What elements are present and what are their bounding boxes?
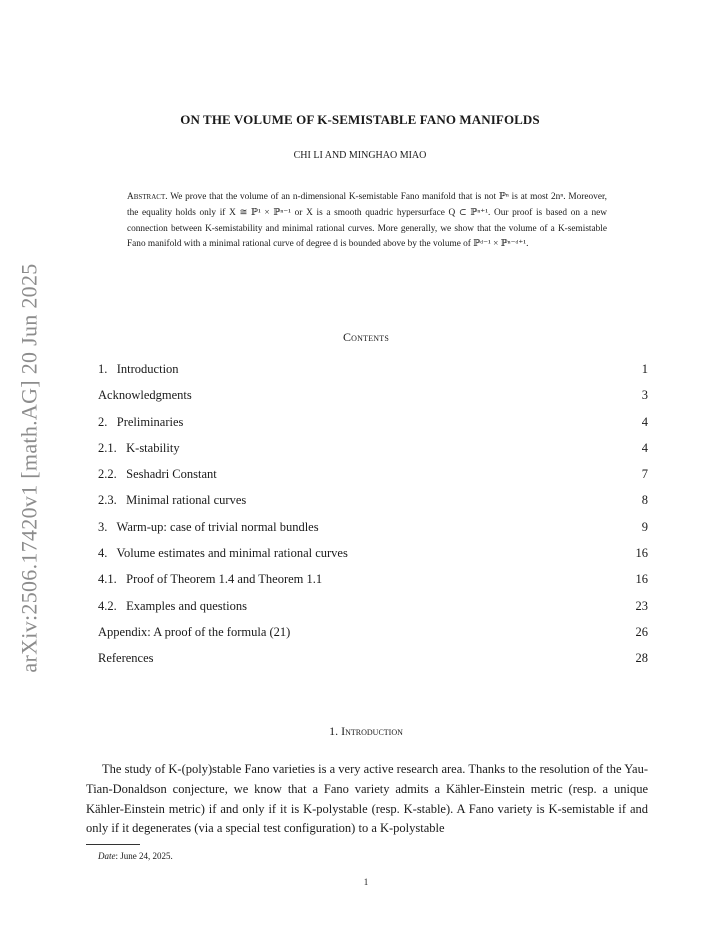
- paper-authors: CHI LI AND MINGHAO MIAO: [293, 150, 427, 161]
- footnote-label: Date: [98, 851, 116, 861]
- toc-entry-page: 4: [641, 414, 648, 429]
- toc-entry-page: 26: [635, 624, 648, 639]
- toc-entry-page: 1: [641, 362, 648, 376]
- intro-paragraph: The study of K-(poly)stable Fano varieties is a very active research area. Thanks to the resolution of the Yau-Tian-Donaldson conjecture, we know that a Fano variety admits a Kähler-Einstein metric (resp. a unique Kähler-Einstein metric) if and only if it is K-polystable (resp. K-stable). A Fano variety is K-semistable if and only if it degenerates (via a special test configuration) to a K-polystable: [86, 762, 648, 836]
- toc-entry-page: 7: [641, 467, 648, 482]
- toc-entry-label: 1. Introduction: [98, 362, 179, 376]
- abstract: [127, 190, 607, 253]
- arxiv-identifier-stamp: [8, 248, 52, 688]
- toc-entry[interactable]: [98, 362, 648, 388]
- toc-entry[interactable]: [98, 572, 648, 598]
- toc-entry[interactable]: [98, 520, 648, 546]
- toc-entry-label: 2.1. K-stability: [98, 440, 180, 455]
- section-title: Introduction: [341, 724, 403, 738]
- toc-entry[interactable]: [98, 467, 648, 493]
- toc-entry[interactable]: [98, 415, 648, 441]
- toc-entry-label: 2.2. Seshadri Constant: [98, 467, 217, 482]
- toc-entry-page: 8: [641, 493, 648, 508]
- toc-entry[interactable]: [98, 625, 648, 651]
- toc-entry-label: Appendix: A proof of the formula (21): [98, 624, 291, 639]
- toc-entry-page: 3: [641, 388, 648, 403]
- section-heading-introduction: [0, 724, 720, 739]
- paper-title: ON THE VOLUME OF K-SEMISTABLE FANO MANIFOLDS: [180, 112, 540, 127]
- toc-entry-page: 4: [641, 440, 648, 455]
- toc-entry-page: 23: [635, 598, 648, 613]
- toc-entry[interactable]: [98, 493, 648, 519]
- abstract-label: Abstract.: [127, 192, 168, 202]
- table-of-contents: [98, 362, 648, 678]
- abstract-text: We prove that the volume of an n-dimensional K-semistable Fano manifold that is not ℙⁿ is at most 2nⁿ. Moreover, the equality holds only if X ≅ ℙ¹ × ℙⁿ⁻¹ or X is a smooth quadric hypersurface Q ⊂ ℙⁿ⁺¹. Our proof is based on a new connection between K-semistability and minimal rational curves. More generally, we show that the volume of a K-semistable Fano manifold with a minimal rational curve of degree d is bounded above by the volume of ℙᵈ⁻¹ × ℙⁿ⁻ᵈ⁺¹.: [127, 192, 607, 250]
- toc-entry-page: 28: [635, 651, 648, 666]
- toc-entry[interactable]: [98, 651, 648, 677]
- toc-entry-label: Acknowledgments: [98, 388, 192, 403]
- toc-entry-page: 16: [635, 546, 648, 561]
- toc-entry-label: 4. Volume estimates and minimal rational curves: [98, 546, 348, 561]
- contents-heading: Contents: [342, 330, 390, 344]
- toc-entry-label: 2. Preliminaries: [98, 414, 184, 429]
- toc-entry[interactable]: [98, 441, 648, 467]
- toc-entry[interactable]: [98, 388, 648, 414]
- toc-entry-label: 2.3. Minimal rational curves: [98, 493, 247, 508]
- toc-entry[interactable]: [98, 599, 648, 625]
- toc-entry-label: 3. Warm-up: case of trivial normal bundles: [98, 519, 319, 534]
- toc-entry[interactable]: [98, 546, 648, 572]
- arxiv-identifier-text: arXiv:2506.17420v1 [math.AG] 20 Jun 2025: [17, 263, 42, 673]
- toc-entry-page: 9: [641, 519, 648, 534]
- section-number: 1.: [329, 724, 339, 738]
- footnote-date: [98, 851, 173, 861]
- footnote-rule: [86, 844, 140, 845]
- toc-entry-label: References: [98, 651, 154, 666]
- toc-entry-label: 4.1. Proof of Theorem 1.4 and Theorem 1.1: [98, 572, 323, 587]
- toc-entry-page: 16: [635, 572, 648, 587]
- footnote-text: : June 24, 2025.: [115, 851, 173, 861]
- page-number: 1: [363, 877, 369, 887]
- toc-entry-label: 4.2. Examples and questions: [98, 598, 247, 613]
